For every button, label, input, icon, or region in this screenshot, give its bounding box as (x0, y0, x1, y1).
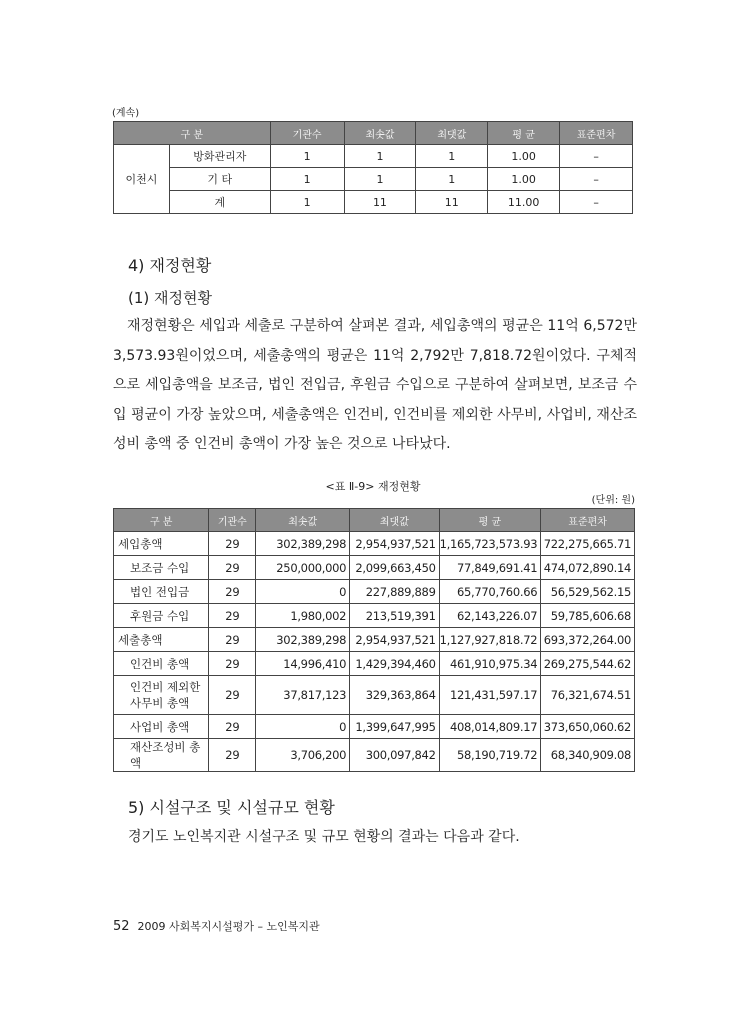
table-unit: (단위: 원) (591, 495, 635, 506)
cell: 1.00 (488, 168, 560, 191)
cell: 1 (344, 145, 416, 168)
cell: 474,072,890.14 (541, 556, 635, 580)
cell: 693,372,264.00 (541, 628, 635, 652)
col-header-mean: 평 균 (488, 122, 560, 145)
table-header-row (114, 509, 635, 532)
cell: 1,980,002 (256, 604, 350, 628)
cell: 62,143,226.07 (439, 604, 541, 628)
row-label: 보조금 수입 (114, 556, 209, 580)
table-row (114, 604, 635, 628)
cell: 11 (416, 191, 488, 214)
cell: 29 (209, 556, 256, 580)
cell: 722,275,665.71 (541, 532, 635, 556)
cell: 11.00 (488, 191, 560, 214)
cell: 373,650,060.62 (541, 715, 635, 739)
cell: 2,099,663,450 (350, 556, 439, 580)
cell: 250,000,000 (256, 556, 350, 580)
row-label: 계 (169, 191, 270, 214)
row-label: 재산조성비 총액 (114, 739, 209, 772)
table-caption: <표 Ⅱ-9> 재정현황 (325, 480, 421, 493)
section-5-paragraph: 경기도 노인복지관 시설구조 및 규모 현황의 결과는 다음과 같다. (128, 829, 520, 845)
table-row (114, 652, 635, 676)
cell: 227,889,889 (350, 580, 439, 604)
cell: 461,910,975.34 (439, 652, 541, 676)
col-header-min: 최솟값 (344, 122, 416, 145)
cell: 29 (209, 652, 256, 676)
group-label: 이천시 (114, 145, 170, 214)
section-4-paragraph: 재정현황은 세입과 세출로 구분하여 살펴본 결과, 세입총액의 평균은 11억 6,572만 3,573.93원이었으며, 세출총액의 평균은 11억 2,792만 7,818.72원이었다. 구체적으로 세입총액을 보조금, 법인 전입금, 후원금 수입으로 구분하여 살펴보면, 보조금 수입 평균이 가장 높았으며, 세출총액은 인건비, 인건비를 제외한 사무비, 사업비, 재산조성비 총액 중 인건비 총액이 가장 높은 것으로 나타났다. (113, 318, 637, 452)
table-row (114, 168, 633, 191)
section-5-heading: 5) 시설구조 및 시설규모 현황 (128, 798, 335, 817)
footer-title: 2009 사회복지시설평가 – 노인복지관 (137, 920, 320, 933)
table-header-row (114, 122, 633, 145)
row-label: 방화관리자 (169, 145, 270, 168)
cell: 1 (270, 145, 344, 168)
cell: 1,127,927,818.72 (439, 628, 541, 652)
page-footer (113, 918, 320, 934)
row-label: 기 타 (169, 168, 270, 191)
table-row (114, 191, 633, 214)
col-header-max: 최댓값 (350, 509, 439, 532)
cell: 0 (256, 715, 350, 739)
col-header-count: 기관수 (270, 122, 344, 145)
row-label: 인건비 제외한 사무비 총액 (114, 676, 209, 715)
col-header-category: 구 분 (114, 509, 209, 532)
cell: 213,519,391 (350, 604, 439, 628)
table-row (114, 556, 635, 580)
cell: 1,399,647,995 (350, 715, 439, 739)
cell: 76,321,674.51 (541, 676, 635, 715)
cell: – (560, 168, 633, 191)
cell: 14,996,410 (256, 652, 350, 676)
table-row (114, 145, 633, 168)
cell: 77,849,691.41 (439, 556, 541, 580)
row-label: 후원금 수입 (114, 604, 209, 628)
cell: 121,431,597.17 (439, 676, 541, 715)
col-header-max: 최댓값 (416, 122, 488, 145)
cell: – (560, 191, 633, 214)
cell: 269,275,544.62 (541, 652, 635, 676)
col-header-category: 구 분 (114, 122, 271, 145)
cell: 302,389,298 (256, 532, 350, 556)
cell: 29 (209, 628, 256, 652)
cell: 1,429,394,460 (350, 652, 439, 676)
cell: 1 (344, 168, 416, 191)
cell: 56,529,562.15 (541, 580, 635, 604)
table-row (114, 715, 635, 739)
cell: 1 (270, 191, 344, 214)
cell: 1 (416, 168, 488, 191)
table-facility-staff (113, 121, 633, 214)
cell: 1 (416, 145, 488, 168)
col-header-sd: 표준편차 (560, 122, 633, 145)
table-row (114, 580, 635, 604)
col-header-mean: 평 균 (439, 509, 541, 532)
cell: 59,785,606.68 (541, 604, 635, 628)
page-number: 52 (113, 919, 130, 934)
table-finance (113, 508, 635, 772)
cell: 1 (270, 168, 344, 191)
cell: 29 (209, 580, 256, 604)
cell: 1.00 (488, 145, 560, 168)
row-label: 사업비 총액 (114, 715, 209, 739)
cell: 1,165,723,573.93 (439, 532, 541, 556)
table-row (114, 532, 635, 556)
row-label: 세입총액 (114, 532, 209, 556)
cell: 329,363,864 (350, 676, 439, 715)
cell: 0 (256, 580, 350, 604)
continued-label: (계속) (112, 108, 140, 119)
row-label: 법인 전입금 (114, 580, 209, 604)
table-row (114, 739, 635, 772)
cell: 11 (344, 191, 416, 214)
col-header-min: 최솟값 (256, 509, 350, 532)
cell: 29 (209, 532, 256, 556)
cell: 408,014,809.17 (439, 715, 541, 739)
cell: 302,389,298 (256, 628, 350, 652)
section-4-1-subheading: (1) 재정현황 (128, 289, 212, 307)
cell: 2,954,937,521 (350, 628, 439, 652)
section-4-heading: 4) 재정현황 (128, 256, 212, 275)
cell: 29 (209, 739, 256, 772)
cell: 29 (209, 715, 256, 739)
table-row (114, 676, 635, 715)
row-label: 인건비 총액 (114, 652, 209, 676)
col-header-count: 기관수 (209, 509, 256, 532)
col-header-sd: 표준편차 (541, 509, 635, 532)
cell: 3,706,200 (256, 739, 350, 772)
cell: 37,817,123 (256, 676, 350, 715)
cell: 29 (209, 676, 256, 715)
cell: 29 (209, 604, 256, 628)
cell: 300,097,842 (350, 739, 439, 772)
cell: 65,770,760.66 (439, 580, 541, 604)
cell: – (560, 145, 633, 168)
cell: 68,340,909.08 (541, 739, 635, 772)
row-label: 세출총액 (114, 628, 209, 652)
cell: 2,954,937,521 (350, 532, 439, 556)
table-row (114, 628, 635, 652)
cell: 58,190,719.72 (439, 739, 541, 772)
